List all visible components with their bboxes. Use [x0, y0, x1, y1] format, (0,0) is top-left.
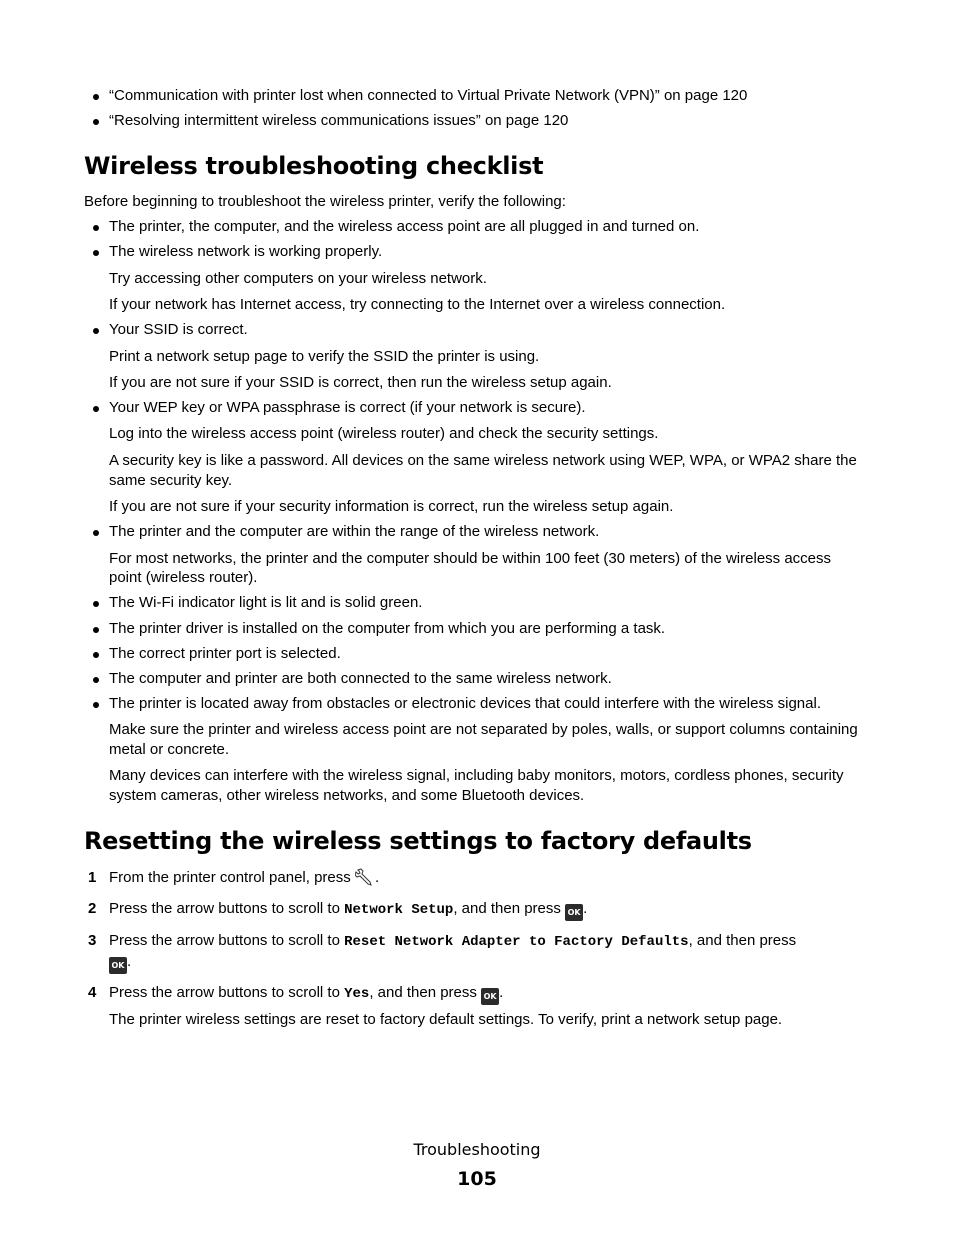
checklist-item: The wireless network is working properly.	[109, 243, 383, 260]
step-result: The printer wireless settings are reset to factory default settings. To verify, print a network setup page.	[109, 1011, 783, 1028]
menu-option-code: Reset Network Adapter to Factory Defaults	[344, 934, 689, 950]
ok-button-icon: OK	[481, 988, 499, 1005]
checklist-note: Print a network setup page to verify the SSID the printer is using.	[109, 348, 540, 365]
step-3	[109, 931, 796, 952]
checklist-note: A security key is like a password. All devices on the same wireless network using WEP, WPA, or WPA2 share the	[109, 452, 857, 469]
footer-section-label: Troubleshooting	[413, 1140, 541, 1159]
page-number: 105	[457, 1168, 497, 1190]
checklist-note: If you are not sure if your security information is correct, run the wireless setup again.	[109, 498, 674, 515]
reset-heading: Resetting the wireless settings to factory defaults	[84, 827, 752, 855]
step-4	[109, 983, 503, 1005]
checklist-note: Many devices can interfere with the wireless signal, including baby monitors, motors, cordless phones, security	[109, 767, 844, 784]
checklist-item: The printer, the computer, and the wireless access point are all plugged in and turned on.	[109, 218, 700, 235]
step-number: 2	[88, 900, 97, 917]
step-2	[109, 899, 587, 921]
checklist-note: metal or concrete.	[109, 741, 230, 758]
checklist-note: Try accessing other computers on your wireless network.	[109, 270, 487, 287]
checklist-item: The computer and printer are both connected to the same wireless network.	[109, 670, 612, 687]
step-text: Press the arrow buttons to scroll to	[109, 932, 340, 949]
step-text: Press the arrow buttons to scroll to	[109, 984, 340, 1001]
intro-bullet-link[interactable]: “Communication with printer lost when connected to Virtual Private Network (VPN)” on page 120	[109, 87, 748, 104]
checklist-note: system cameras, other wireless networks, and some Bluetooth devices.	[109, 787, 585, 804]
checklist-heading: Wireless troubleshooting checklist	[84, 152, 544, 180]
checklist-note: For most networks, the printer and the computer should be within 100 feet (30 meters) of the wireless access	[109, 550, 832, 567]
checklist-note: same security key.	[109, 472, 233, 489]
step-text: , and then press	[369, 984, 477, 1001]
step-text: .	[127, 953, 132, 970]
checklist-note: If you are not sure if your SSID is correct, then run the wireless setup again.	[109, 374, 612, 391]
step-text: From the printer control panel, press	[109, 869, 351, 886]
step-text: .	[499, 984, 504, 1001]
checklist-note: Make sure the printer and wireless access point are not separated by poles, walls, or support columns containing	[109, 721, 858, 738]
step-text: Press the arrow buttons to scroll to	[109, 900, 340, 917]
step-number: 3	[88, 932, 97, 949]
wrench-icon	[355, 868, 375, 886]
checklist-item: The printer is located away from obstacles or electronic devices that could interfere with the wireless signal.	[109, 695, 821, 712]
checklist-item: Your WEP key or WPA passphrase is correct (if your network is secure).	[109, 399, 586, 416]
step-number: 1	[88, 869, 97, 886]
step-text: , and then press	[453, 900, 561, 917]
menu-option-code: Network Setup	[344, 902, 454, 918]
step-number: 4	[88, 984, 97, 1001]
ok-button-icon: OK	[109, 957, 127, 974]
intro-bullet-link[interactable]: “Resolving intermittent wireless communications issues” on page 120	[109, 112, 569, 129]
checklist-item: The printer driver is installed on the computer from which you are performing a task.	[109, 620, 666, 637]
checklist-note: If your network has Internet access, try connecting to the Internet over a wireless connection.	[109, 296, 726, 313]
checklist-item: Your SSID is correct.	[109, 321, 248, 338]
checklist-note: Log into the wireless access point (wireless router) and check the security settings.	[109, 425, 659, 442]
step-text: , and then press	[688, 932, 797, 949]
step-1	[109, 868, 379, 888]
checklist-item: The Wi-Fi indicator light is lit and is solid green.	[109, 594, 423, 611]
checklist-intro: Before beginning to troubleshoot the wireless printer, verify the following:	[84, 193, 566, 210]
checklist-note: point (wireless router).	[109, 569, 258, 586]
menu-option-code: Yes	[344, 986, 370, 1002]
step-text: .	[374, 869, 380, 886]
checklist-item: The correct printer port is selected.	[109, 645, 341, 662]
step-3-continued	[109, 952, 131, 974]
checklist-item: The printer and the computer are within the range of the wireless network.	[109, 523, 600, 540]
ok-button-icon: OK	[565, 904, 583, 921]
step-text: .	[583, 900, 588, 917]
